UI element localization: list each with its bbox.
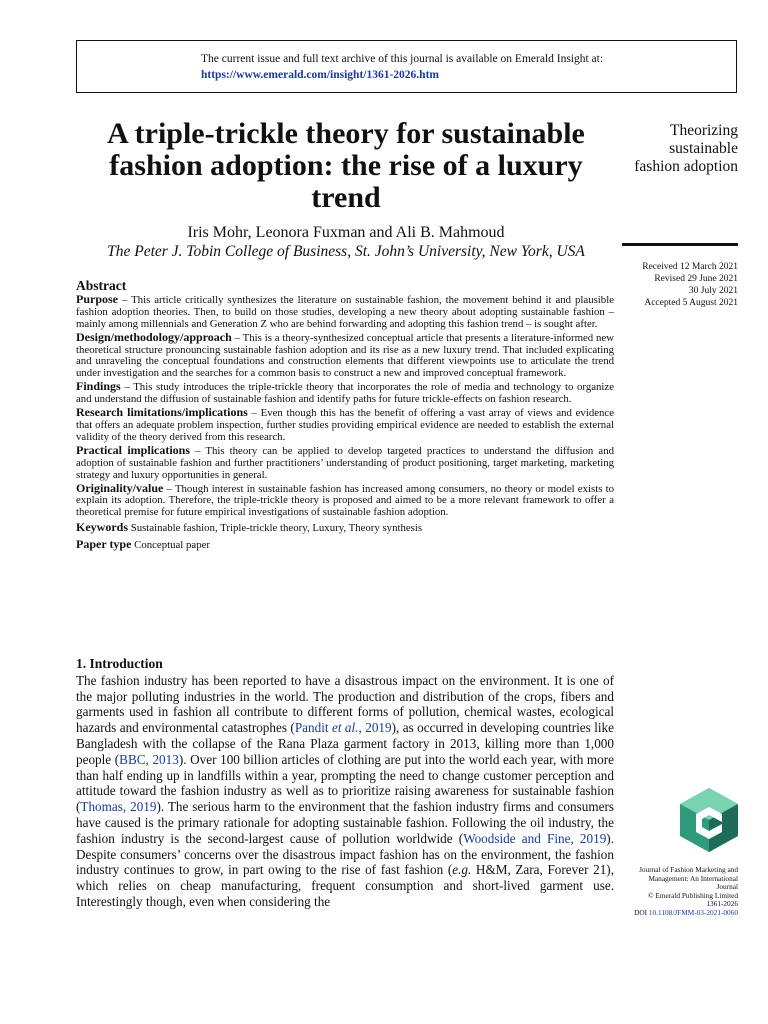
received-date: Received 12 March 2021 xyxy=(642,262,738,272)
introduction-section xyxy=(76,656,614,910)
abstract-purpose: Purpose – This article critically synthesizes the literature on sustainable fashion, the movement behind it and plausible fashion adoption theories. Then, to build on those studies, developing a new theory about adopting sustainable fashion – mainly among millennials and Generation Z who are behind forwarding and adopting this fashion trend – is sought after. xyxy=(76,291,614,330)
citation-link[interactable]: Woodside and Fine, 2019 xyxy=(463,830,607,846)
abstract-practical: Practical implications – This theory can be applied to develop targeted practices to understand the diffusion and adoption of sustainable fashion and further practitioners’ understanding of product positioning, target marketing, marketing strategy and luxury opportunities in general. xyxy=(76,442,614,481)
doi-link[interactable]: 10.1108/JFMM-03-2021-0060 xyxy=(648,907,738,917)
abstract-originality: Originality/value – Though interest in sustainable fashion has increased among consumers, no theory or model exists to explain its adoption. Therefore, the triple-trickle theory is proposed and aimed to be a more relevant framework to offer a theoretical premise for future empirical investigations of sustainable fashion adoption. xyxy=(76,480,614,519)
journal-url-link[interactable]: https://www.emerald.com/insight/1361-2026.htm xyxy=(201,69,439,81)
banner-text: The current issue and full text archive of this journal is available on Emerald Insight at: xyxy=(201,53,604,65)
side-divider xyxy=(622,243,738,246)
introduction-heading: 1. Introduction xyxy=(76,656,163,671)
revised-date-2: 30 July 2021 xyxy=(688,286,738,296)
crossmark-logo-icon xyxy=(678,786,740,854)
abstract-limitations: Research limitations/implications – Even though this has the benefit of offering a vast array of views and evidence that offers an adequate problem inspection, further studies providing empirical evidence are needed to establish the external validity of the theory derived from this research. xyxy=(76,405,614,443)
citation-link[interactable]: Pandit et al., 2019 xyxy=(294,720,392,736)
article-dates xyxy=(622,261,738,309)
author-affiliation: The Peter J. Tobin College of Business, St. John’s University, New York, USA xyxy=(107,243,585,260)
journal-archive-banner xyxy=(76,40,737,93)
abstract-design: Design/methodology/approach – This is a theory-synthesized conceptual article that presents a literature-informed new theoretical structure pronouncing sustainable fashion adoption and its rise as a new luxury trend. That included explicating and unraveling the conceptual foundations and construction elements that different viewpoints use to articulate the trend under investigation and the searches for a common basis to construct a new and improved conceptual framework. xyxy=(76,329,614,380)
abstract-paper-type: Paper type Conceptual paper xyxy=(76,537,210,552)
running-title: Theorizing sustainable fashion adoption xyxy=(634,122,738,175)
citation-link[interactable]: Thomas, 2019 xyxy=(80,799,157,815)
journal-info: Journal of Fashion Marketing and Management: An International Journal © Emerald Publishing Limited 1361-2026 DOI 10.1108/JFMM-03-2021-0060 xyxy=(618,866,738,918)
accepted-date: Accepted 5 August 2021 xyxy=(644,298,738,308)
paper-authors: Iris Mohr, Leonora Fuxman and Ali B. Mahmoud xyxy=(187,224,505,241)
paper-title: A triple-trickle theory for sustainable fashion adoption: the rise of a luxury trend xyxy=(107,117,585,214)
abstract-section xyxy=(76,280,614,553)
abstract-findings: Findings – This study introduces the triple-trickle theory that incorporates the role of media and technology to organize and understand the diffusion of sustainable fashion and identify paths for future trickle-effects on fashion research. xyxy=(76,379,614,406)
abstract-keywords: Keywords Sustainable fashion, Triple-trickle theory, Luxury, Theory synthesis xyxy=(76,520,423,535)
doi-line: DOI 10.1108/JFMM-03-2021-0060 xyxy=(634,907,738,917)
introduction-paragraph: The fashion industry has been reported to have a disastrous impact on the environment. It is one of the major polluting industries in the world. The production and distribution of the crops, fibers and garments used in fashion all contribute to different forms of pollution, chemical wastes, ecological hazards and environmental catastrophes (Pandit et al., 2019), as occurred in developing countries like Bangladesh with the collapse of the Rana Plaza garment factory in 2013, killing more than 1,000 people (BBC, 2013). Over 100 billion articles of clothing are put into the world each year, with more than half ending up in landfills within a year, prompting the need to change customer perception and attitude toward the fashion industry as well as to prioritize raising awareness for sustainable fashion (Thomas, 2019). The serious harm to the environment that the fashion industry firms and consumers have caused is the primary rationale for adopting sustainable fashion. Following the oil industry, the fashion industry is the second-largest cause of pollution worldwide (Woodside and Fine, 2019). Despite consumers’ concerns over the disastrous impact fashion has on the environment, the fashion industry continues to grow, in part owing to the rise of fast fashion (e.g. H&M, Zara, Forever 21), which relies on cheap manufacturing, frequent consumption and short-lived garment use. Interestingly though, even when considering the xyxy=(76,672,615,909)
abstract-heading: Abstract xyxy=(76,278,127,293)
citation-link[interactable]: BBC, 2013 xyxy=(119,751,179,767)
revised-date: Revised 29 June 2021 xyxy=(654,274,738,284)
